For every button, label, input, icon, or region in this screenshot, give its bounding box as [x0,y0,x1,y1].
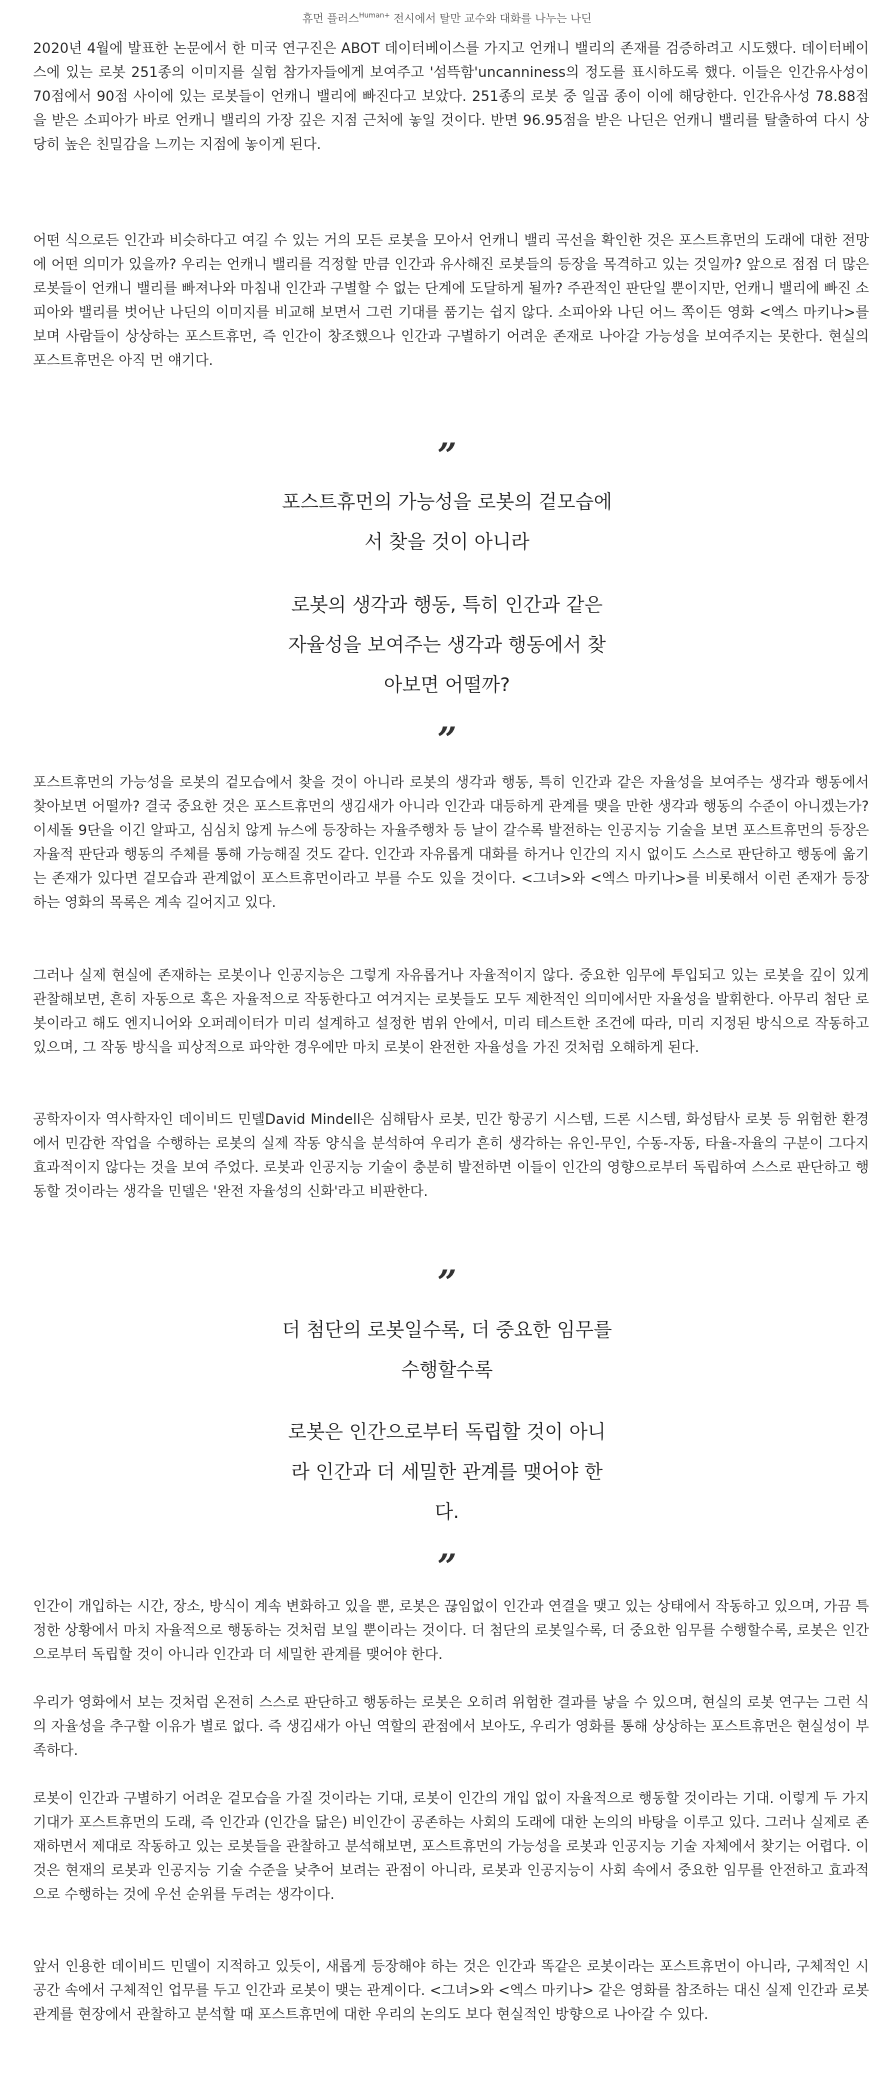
pull-quote-1b: 로봇의 생각과 행동, 특히 인간과 같은 자율성을 보여주는 생각과 행동에서 찾아보면 어떨까? [288,594,606,696]
quote-mark-icon: ” [437,1263,457,1303]
paragraph-2: 어떤 식으로든 인간과 비슷하다고 여길 수 있는 거의 모든 로봇을 모아서 언캐니 밸리 곡선을 확인한 것은 포스트휴먼의 도래에 대한 전망에 어떤 의미가 있을까? 우리는 언캐니 밸리를 걱정할 만큼 인간과 유사해진 로봇들의 등장을 목격하고 있는 것일까? 앞으로 점점 더 많은 로봇들이 언캐니 밸리를 빠져나와 마침내 인간과 구별할 수 없는 단계에 도달하게 될까? 주관적인 판단일 뿐이지만, 언캐니 밸리에 빠진 소피아와 밸리를 벗어난 나딘의 이미지를 비교해 보면서 그런 기대를 품기는 쉽지 않다. 소피아와 나딘 어느 쪽이든 영화 <엑스 마키나>를 보며 사람들이 상상하는 포스트휴먼, 즉 인간이 창조했으나 인간과 구별하기 어려운 존재로 나아갈 가능성을 보여주지는 못한다. 현실의 포스트휴먼은 아직 먼 얘기다. [33,233,869,369]
pull-quote-2a: 더 첨단의 로봇일수록, 더 중요한 임무를 수행할수록 [282,1319,612,1381]
paragraph-7: 우리가 영화에서 보는 것처럼 온전히 스스로 판단하고 행동하는 로봇은 오히려 위험한 결과를 낳을 수 있으며, 현실의 로봇 연구는 그런 식의 자율성을 추구할 이유가 별로 없다. 즉 생김새가 아닌 역할의 관점에서 보아도, 우리가 영화를 통해 상상하는 포스트휴먼은 현실성이 부족하다. [33,1695,869,1759]
paragraph-9: 앞서 인용한 데이비드 민델이 지적하고 있듯이, 새롭게 등장해야 하는 것은 인간과 똑같은 로봇이라는 포스트휴먼이 아니라, 구체적인 시공간 속에서 구체적인 업무를 두고 인간과 로봇이 맺는 관계이다. <그녀>와 <엑스 마키나> 같은 영화를 참조하는 대신 실제 인간과 로봇 관계를 현장에서 관찰하고 분석할 때 포스트휴먼에 대한 우리의 논의도 보다 현실적인 방향으로 나아갈 수 있다. [33,1959,869,2023]
quote-mark-icon: ” [437,720,457,760]
caption-superscript: Human+ [358,11,391,20]
caption-suffix: 전시에서 탈만 교수와 대화를 나누는 나딘 [390,12,592,25]
paragraph-4: 그러나 실제 현실에 존재하는 로봇이나 인공지능은 그렇게 자유롭거나 자율적이지 않다. 중요한 임무에 투입되고 있는 로봇을 깊이 있게 관찰해보면, 흔히 자동으로 혹은 자율적으로 작동한다고 여겨지는 로봇들도 모두 제한적인 의미에서만 자율성을 발휘한다. 아무리 첨단 로봇이라고 해도 엔지니어와 오퍼레이터가 미리 설계하고 설정한 범위 안에서, 미리 테스트한 조건에 따라, 미리 지정된 방식으로 작동하고 있으며, 그 작동 방식을 피상적으로 파악한 경우에만 마치 로봇이 완전한 자율성을 가진 것처럼 오해하게 된다. [33,968,869,1056]
paragraph-8: 로봇이 인간과 구별하기 어려운 겉모습을 가질 것이라는 기대, 로봇이 인간의 개입 없이 자율적으로 행동할 것이라는 기대. 이렇게 두 가지 기대가 포스트휴먼의 도래, 즉 인간과 (인간을 닮은) 비인간이 공존하는 사회의 도래에 대한 논의의 바탕을 이루고 있다. 그러나 실제로 존재하면서 제대로 작동하고 있는 로봇들을 관찰하고 분석해보면, 포스트휴먼의 가능성을 로봇과 인공지능 기술 자체에서 찾기는 어렵다. 이것은 현재의 로봇과 인공지능 기술 수준을 낮추어 보려는 관점이 아니라, 로봇과 인공지능이 사회 속에서 중요한 임무를 안전하고 효과적으로 수행하는 것에 우선 순위를 두려는 생각이다. [33,1791,869,1903]
quote-mark-icon: ” [437,436,457,476]
pull-quote-2b: 로봇은 인간으로부터 독립할 것이 아니라 인간과 더 세밀한 관계를 맺어야 한다. [288,1421,606,1523]
paragraph-1: 2020년 4월에 발표한 논문에서 한 미국 연구진은 ABOT 데이터베이스를 가지고 언캐니 밸리의 존재를 검증하려고 시도했다. 데이터베이스에 있는 로봇 251종의 이미지를 실험 참가자들에게 보여주고 '섬뜩함'uncanniness의 정도를 표시하도록 했다. 이들은 인간유사성이 70점에서 90점 사이에 있는 로봇들이 언캐니 밸리에 빠진다고 보았다. 251종의 로봇 중 일곱 종이 이에 해당한다. 인간유사성 78.88점을 받은 소피아가 바로 언캐니 밸리의 가장 깊은 지점 근처에 놓일 것이다. 반면 96.95점을 받은 나딘은 언캐니 밸리를 탈출하여 다시 상당히 높은 친밀감을 느끼는 지점에 놓이게 된다. [33,41,869,153]
quote-mark-icon: ” [437,1547,457,1587]
pull-quote-1a: 포스트휴먼의 가능성을 로봇의 겉모습에서 찾을 것이 아니라 [281,491,613,553]
paragraph-3: 포스트휴먼의 가능성을 로봇의 겉모습에서 찾을 것이 아니라 로봇의 생각과 행동, 특히 인간과 같은 자율성을 보여주는 생각과 행동에서 찾아보면 어떨까? 결국 중요한 것은 포스트휴먼의 생김새가 아니라 인간과 대등하게 관계를 맺을 만한 생각과 행동의 수준이 아니겠는가? 이세돌 9단을 이긴 알파고, 심심치 않게 뉴스에 등장하는 자율주행차 등 날이 갈수록 발전하는 인공지능 기술을 보면 포스트휴먼의 등장은 자율적 판단과 행동의 주체를 통해 가능해질 것도 같다. 인간과 자유롭게 대화를 하거나 인간의 지시 없이도 스스로 판단하고 행동에 옮기는 존재가 있다면 겉모습과 관계없이 포스트휴먼이라고 부를 수도 있을 것이다. <그녀>와 <엑스 마키나>를 비롯해서 이런 존재가 등장하는 영화의 목록은 계속 길어지고 있다. [33,775,869,911]
image-caption [0,10,894,26]
paragraph-5: 공학자이자 역사학자인 데이비드 민델David Mindell은 심해탐사 로봇, 민간 항공기 시스템, 드론 시스템, 화성탐사 로봇 등 위험한 환경에서 민감한 작업을 수행하는 로봇의 실제 작동 양식을 분석하여 우리가 흔히 생각하는 유인-무인, 수동-자동, 타율-자율의 구분이 그다지 효과적이지 않다는 것을 보여 주었다. 로봇과 인공지능 기술이 충분히 발전하면 이들이 인간의 영향으로부터 독립하여 스스로 판단하고 행동할 것이라는 생각을 민델은 '완전 자율성의 신화'라고 비판한다. [33,1112,869,1200]
paragraph-6: 인간이 개입하는 시간, 장소, 방식이 계속 변화하고 있을 뿐, 로봇은 끊임없이 인간과 연결을 맺고 있는 상태에서 작동하고 있으며, 가끔 특정한 상황에서 마치 자율적으로 행동하는 것처럼 보일 뿐이라는 것이다. 더 첨단의 로봇일수록, 더 중요한 임무를 수행할수록, 로봇은 인간으로부터 독립할 것이 아니라 인간과 더 세밀한 관계를 맺어야 한다. [33,1599,869,1663]
caption-prefix: 휴먼 플러스 [302,12,359,25]
